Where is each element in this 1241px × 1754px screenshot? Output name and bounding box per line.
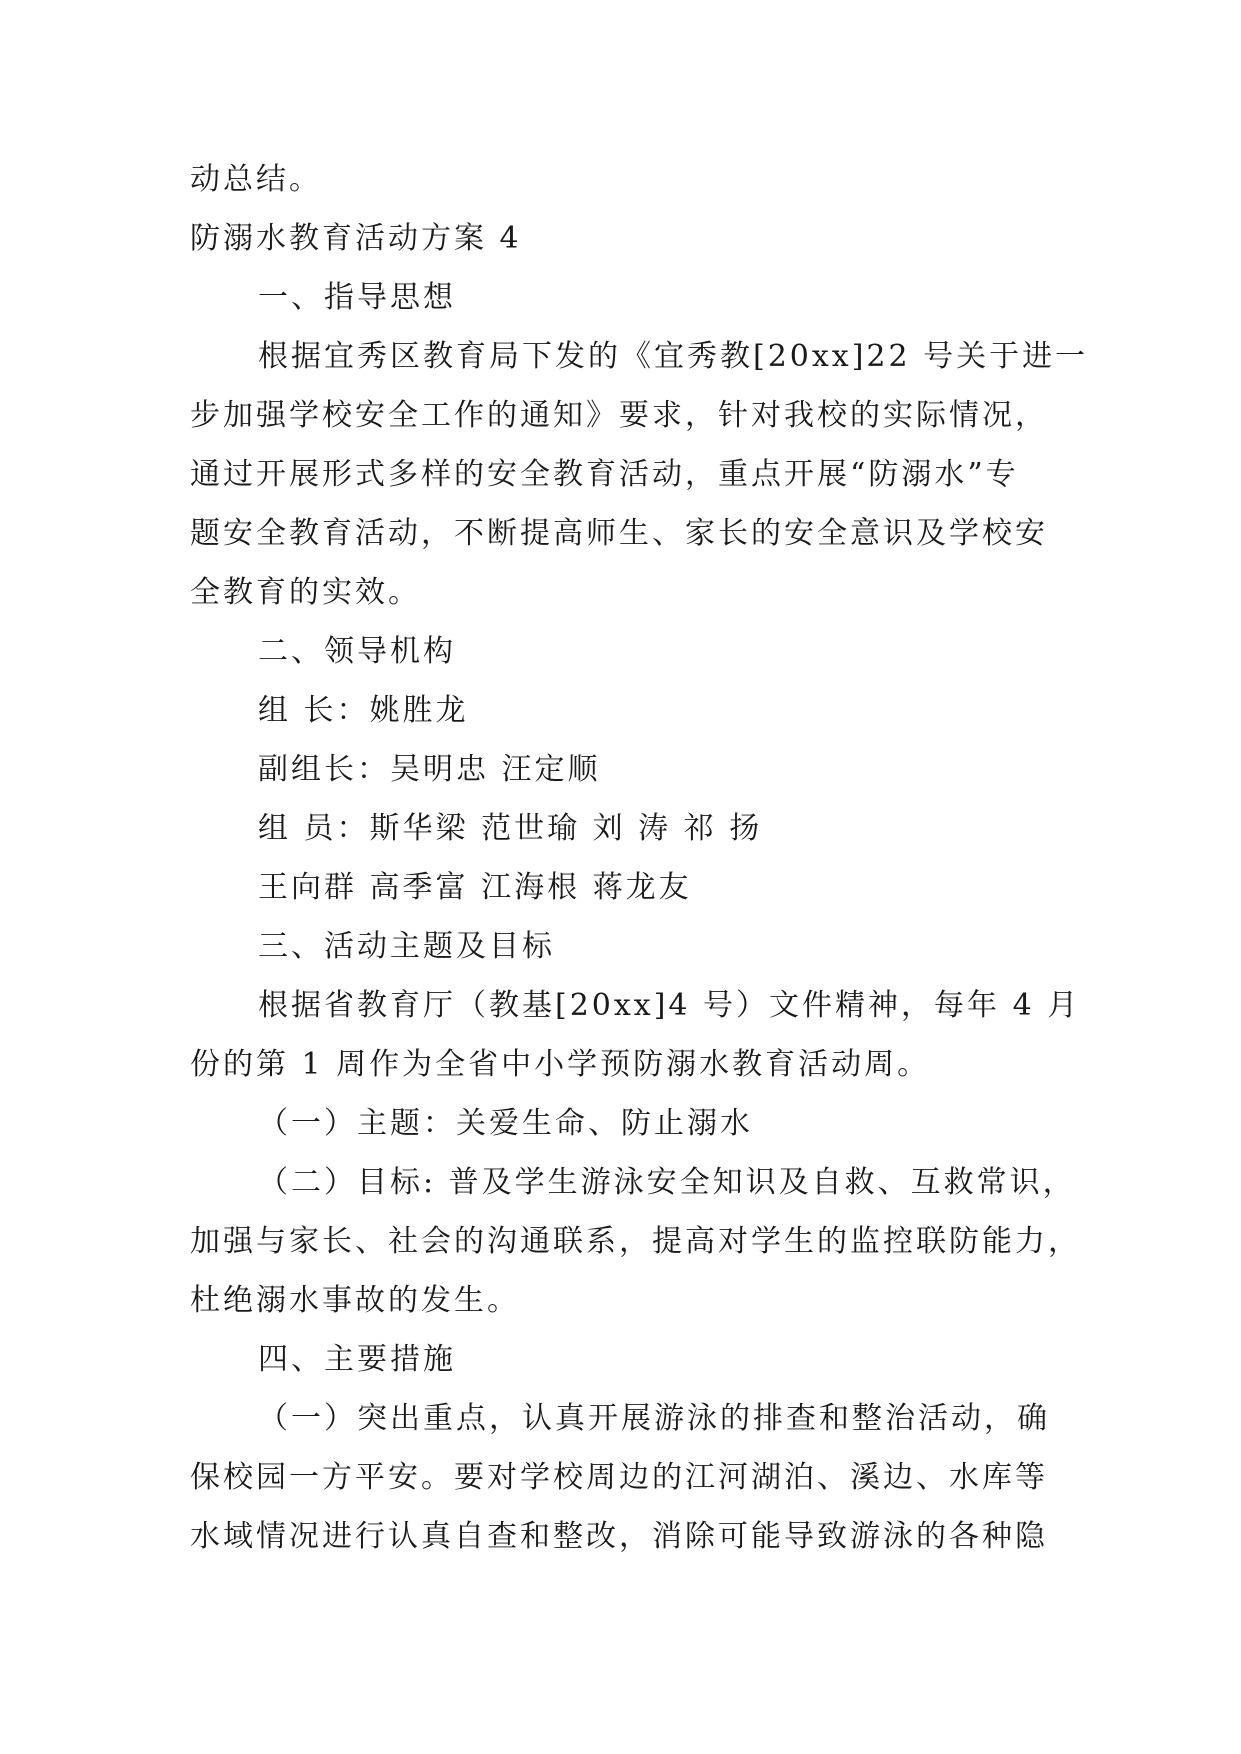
text-line: 一、指导思想 [258, 280, 456, 315]
text-line: 王向群 高季富 江海根 蒋龙友 [258, 870, 692, 905]
text-line: 通过开展形式多样的安全教育活动，重点开展“防溺水”专 [190, 457, 1019, 492]
document-body [190, 150, 1089, 1566]
text-line: 副组长：吴明忠 汪定顺 [258, 752, 601, 787]
text-line: 题安全教育活动，不断提高师生、家长的安全意识及学校安 [190, 516, 1048, 551]
text-line: 组 员：斯华梁 范世瑜 刘 涛 祁 扬 [258, 811, 763, 846]
text-line: 防溺水教育活动方案 4 [190, 221, 522, 256]
text-line: （二）目标: 普及学生游泳安全知识及自救、互救常识， [258, 1165, 1076, 1200]
text-line: 加强与家长、社会的沟通联系，提高对学生的监控联防能力， [190, 1224, 1081, 1259]
text-line: 根据宜秀区教育局下发的《宜秀教[20xx]22 号关于进一 [258, 339, 1089, 374]
text-line: 动总结。 [190, 162, 322, 197]
text-line: 组 长：姚胜龙 [258, 693, 469, 728]
text-line: （一）突出重点，认真开展游泳的排查和整治活动，确 [258, 1401, 1050, 1436]
text-line: 四、主要措施 [258, 1342, 456, 1377]
text-line: 份的第 1 周作为全省中小学预防溺水教育活动周。 [190, 1047, 931, 1082]
text-line: （一）主题：关爱生命、防止溺水 [258, 1106, 753, 1141]
text-line: 保校园一方平安。要对学校周边的江河湖泊、溪边、水库等 [190, 1460, 1048, 1495]
text-line: 根据省教育厅（教基[20xx]4 号）文件精神，每年 4 月 [258, 988, 1081, 1023]
text-line: 三、活动主题及目标 [258, 929, 555, 964]
text-line: 杜绝溺水事故的发生。 [190, 1283, 520, 1318]
text-line: 全教育的实效。 [190, 575, 421, 610]
text-line: 步加强学校安全工作的通知》要求，针对我校的实际情况， [190, 398, 1048, 433]
text-line: 水域情况进行认真自查和整改，消除可能导致游泳的各种隐 [190, 1519, 1048, 1554]
text-line: 二、领导机构 [258, 634, 456, 669]
